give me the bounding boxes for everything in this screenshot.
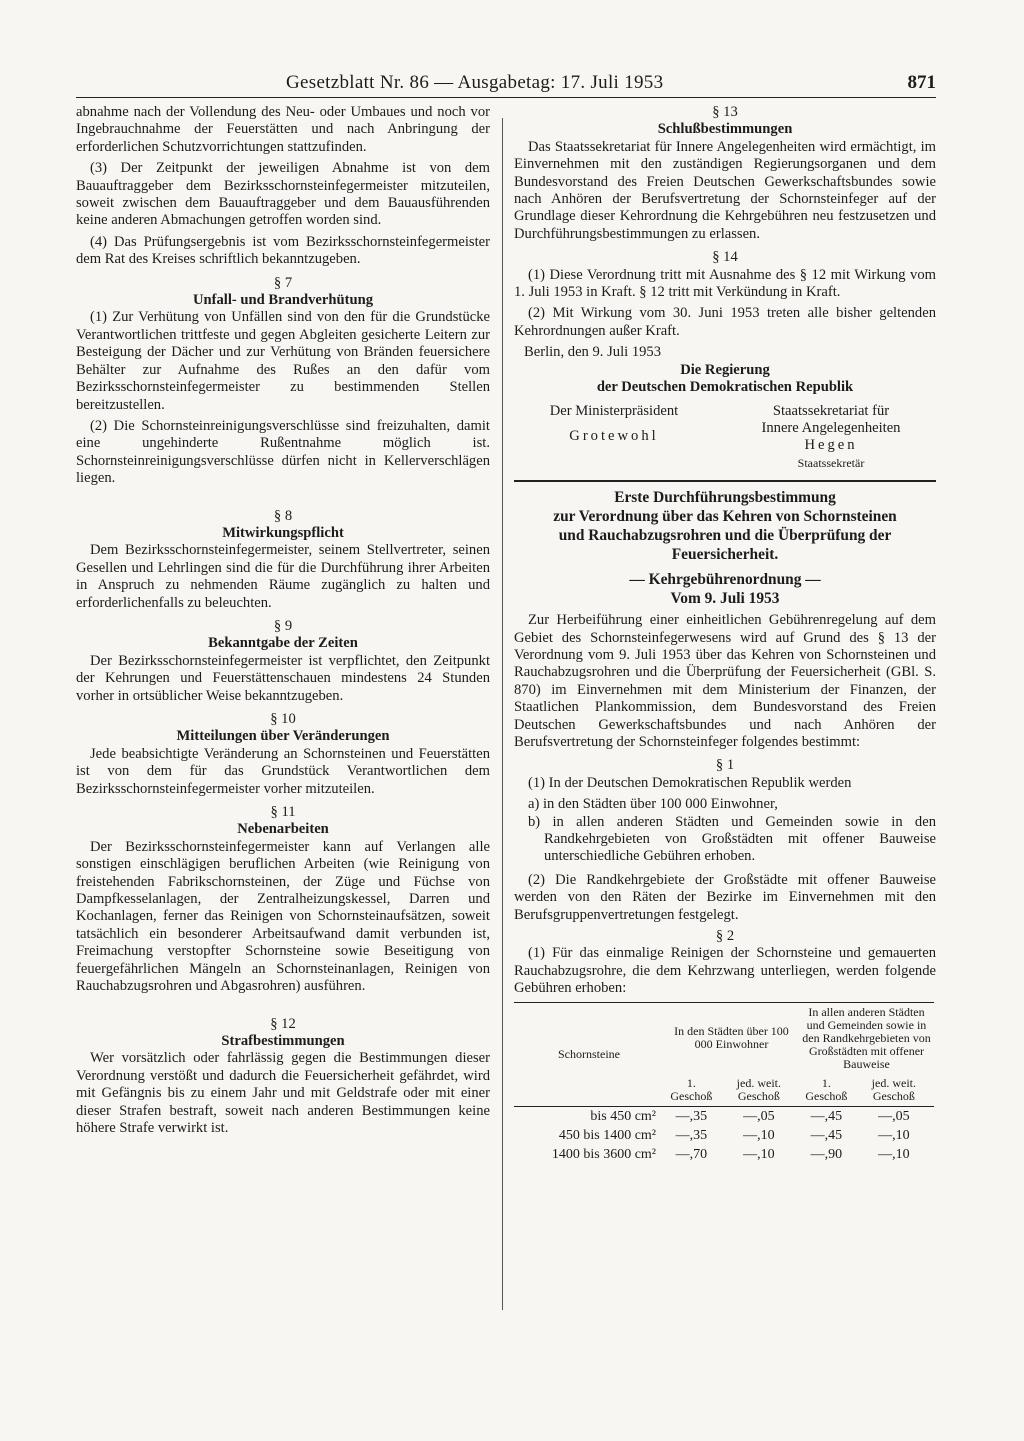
place-and-date: Berlin, den 9. Juli 1953 <box>524 344 662 361</box>
paragraph-4: (4) Das Prüfungsergebnis ist vom Bezirksschornsteinfegermeister dem Rat des Kreises schriftlich bekanntzugeben. <box>76 233 490 268</box>
right-column <box>514 104 936 1164</box>
fee-cell: —,10 <box>878 1146 910 1162</box>
col-header-chimney: Schornsteine <box>558 1046 620 1061</box>
col-header-large-cities: In den Städten über 100 000 Einwohner <box>674 1024 789 1052</box>
continued-paragraph: abnahme nach der Vollendung des Neu- oder Umbaues und noch vor Ingebrauchnahme der Feuerstätten und nach Anbringung der erforderlichen Schutzvorrichtungen stattzufinden. <box>76 104 490 155</box>
section-9-number: § 9 <box>273 617 293 634</box>
section-11-paragraph: Der Bezirksschornsteinfegermeister kann auf Verlangen alle sonstigen einschlägigen beruflichen Arbeiten (wie Reinigung von freistehenden Fabrikschornsteinen, der Züge und Füchse von Dampfkesselanlagen, der Zentralheizungskessel, Darren und Kochanlagen, ferner das Reinigen von Schornsteinaufsätzen, soweit tatsächlich ein besonderer Arbeitsaufwand damit verbunden ist, Freimachung verstopfter Schornsteine sowie Beseitigung von feuergefährlichen Mängeln an Schornsteinanlagen, Reinigen von Rauchabzugsrohren und Abgasrohren) ausführen. <box>76 838 490 995</box>
signatory-role-right-1: Staatssekretariat für <box>772 402 890 419</box>
signatory-role-left: Der Ministerpräsident <box>549 402 679 419</box>
fee-cell: —,35 <box>675 1127 708 1143</box>
section-7-paragraph-1: (1) Zur Verhütung von Unfällen sind von den für die Grundstücke Verantwortlichen trittfeste und gegen Abgleiten gesicherte Leitern zur Besteigung der Dächer und zur Verhütung von Bränden feuersichere Behälter zur Aufnahme des Rußes an den dafür vom Bezirksschornsteinfegermeister zu bestimmenden Stellen bereitzustellen. <box>76 309 490 413</box>
signature-left <box>514 403 714 473</box>
decree-section-2-paragraph-1: (1) Für das einmalige Reinigen der Schornsteine und gemauerten Rauchabzugsrohre, die dem Kehrzwang unterliegen, werden folgende Gebühren erhoben: <box>514 945 936 997</box>
section-10-number: § 10 <box>270 711 296 727</box>
decree-section-1-paragraph-2: (2) Die Randkehrgebiete der Großstädte mit offener Bauweise werden von den Räten der Bezirke im Einvernehmen mit den Berufsgruppenvertretungen festgelegt. <box>514 871 936 923</box>
signatory-role-right-2: Innere Angelegenheiten <box>761 419 901 436</box>
sub-header-first-floor-a: 1. Geschoß <box>670 1075 713 1103</box>
table-row <box>514 1126 934 1145</box>
section-10-paragraph: Jede beabsichtigte Veränderung an Schornsteinen und Feuerstätten ist von dem für das Grundstück Verantwortlichen dem Bezirksschornsteinfegermeister vorher mitzuteilen. <box>76 745 490 797</box>
document-title-1: Erste Durchführungsbestimmung <box>614 489 836 507</box>
section-7-title: Unfall- und Brandverhütung <box>192 292 374 309</box>
sub-header-each-floor-b: jed. weit. Geschoß <box>871 1075 916 1103</box>
list-item-a: a) in den Städten über 100 000 Einwohner, <box>528 796 778 813</box>
section-11-title: Nebenarbeiten <box>237 821 329 838</box>
sub-header-first-floor-b: 1. Geschoß <box>805 1075 848 1103</box>
decree-section-1-number: § 1 <box>715 757 735 774</box>
fee-cell: —,70 <box>675 1146 708 1162</box>
fee-cell: —,05 <box>743 1108 775 1124</box>
section-9-title: Bekanntgabe der Zeiten <box>208 635 358 652</box>
page-header <box>76 72 936 98</box>
document-title-3: und Rauchabzugsrohren und die Überprüfung der <box>558 527 892 545</box>
section-14-paragraph-2: (2) Mit Wirkung vom 30. Juni 1953 treten alle bisher geltenden Kehrordnungen außer Kraft. <box>514 305 936 339</box>
signatory-title-right: Staatssekretär <box>797 455 865 470</box>
section-13-number: § 13 <box>712 104 738 120</box>
fee-cell: —,10 <box>743 1127 775 1143</box>
government-line-1: Die Regierung <box>680 361 770 378</box>
section-12-title: Strafbestimmungen <box>221 1032 345 1049</box>
document-subtitle: — Kehrgebührenordnung — <box>629 571 821 589</box>
government-line-2: der Deutschen Demokratischen Republik <box>596 379 854 396</box>
signatory-name-left: Grotewohl <box>569 427 659 444</box>
fee-cell: —,10 <box>878 1127 910 1143</box>
signature-block <box>514 403 936 473</box>
paragraph-3: (3) Der Zeitpunkt der jeweiligen Abnahme ist von dem Bauauftraggeber dem Bezirksschornsteinfegermeister mitzuteilen, soweit zwischen dem Bauauftraggeber und dem Bauausführenden keine anderen Abmachungen getroffen worden sind. <box>76 160 490 229</box>
decree-section-2-number: § 2 <box>715 928 735 945</box>
header-title: Gesetzblatt Nr. 86 — Ausgabetag: 17. Juli 1953 <box>286 72 664 93</box>
section-7-paragraph-2: (2) Die Schornsteinreinigungsverschlüsse sind freizuhalten, damit eine ungehinderte Rußentnahme möglich ist. Schornsteinreinigungsverschlüsse dürfen nicht in Kellerverschlägen liegen. <box>76 417 490 487</box>
section-8-title: Mitwirkungspflicht <box>222 524 344 541</box>
section-9-paragraph: Der Bezirksschornsteinfegermeister ist verpflichtet, den Zeitpunkt der Kehrungen und Feuerstättenschauen mindestens 24 Stunden vorher in ortsüblicher Weise bekanntzugeben. <box>76 652 490 704</box>
section-14-number: § 14 <box>712 249 738 266</box>
signature-right <box>726 403 936 473</box>
section-7-number: § 7 <box>273 274 293 291</box>
fee-cell: —,05 <box>878 1108 910 1124</box>
document-date: Vom 9. Juli 1953 <box>670 590 780 608</box>
col-header-other-areas: In allen anderen Städten und Gemeinden sowie in den Randkehrgebieten von Großstädten mit offener Bauweise <box>802 1004 931 1071</box>
section-8-paragraph: Dem Bezirksschornsteinfegermeister, seinem Stellvertreter, seinen Gesellen und Lehrlingen sind die für die Durchführung ihrer Arbeiten in Anspruch zu nehmenden Räume zugänglich zu halten und erforderlichenfalls zu beleuchten. <box>76 542 490 611</box>
fee-cell: —,10 <box>743 1146 775 1162</box>
document-title-2: zur Verordnung über das Kehren von Schornsteinen <box>553 508 897 526</box>
section-13-title: Schlußbestimmungen <box>657 121 793 138</box>
section-8-number: § 8 <box>273 507 293 524</box>
table-row <box>514 1145 934 1164</box>
list-item-b: b) in allen anderen Städten und Gemeinden sowie in den Randkehrgebieten von Großstädten mit offener Bauweise unterschiedliche Gebühren erhoben. <box>528 813 936 865</box>
fee-cell: —,45 <box>810 1108 843 1124</box>
section-14-paragraph-1: (1) Diese Verordnung tritt mit Ausnahme des § 12 mit Wirkung vom 1. Juli 1953 in Kraft. § 12 tritt mit Verkündung in Kraft. <box>514 266 936 301</box>
section-12-paragraph: Wer vorsätzlich oder fahrlässig gegen die Bestimmungen dieser Verordnung verstößt und dadurch die Feuersicherheit gefährdet, wird mit Gefängnis bis zu einem Jahr und mit Geldstrafe oder mit einer dieser Strafen bestraft, soweit nach anderen Bestimmungen keine höhere Strafe verwirkt ist. <box>76 1050 490 1136</box>
sub-header-each-floor-a: jed. weit. Geschoß <box>736 1075 781 1103</box>
intro-paragraph: Zur Herbeiführung einer einheitlichen Gebührenregelung auf dem Gebiet des Schornsteinfegerwesens wird auf Grund des § 13 der Verordnung vom 9. Juli 1953 über das Kehren von Schornsteinen und Rauchabzugsrohren und die Überprüfung der Feuersicherheit (GBl. S. 870) im Einvernehmen mit dem Ministerium der Finanzen, der Staatlichen Plankommission, dem Bundesvorstand des Freien Deutschen Gewerkschaftsbundes und nach Anhören der Berufsvertretung der Schornsteinfeger folgendes bestimmt: <box>514 612 936 750</box>
row-size: bis 450 cm² <box>590 1108 656 1124</box>
column-divider <box>502 118 503 1310</box>
section-12-number: § 12 <box>270 1015 296 1032</box>
section-10-title: Mitteilungen über Veränderungen <box>176 728 390 745</box>
table-row <box>514 1106 934 1126</box>
fee-cell: —,35 <box>675 1108 708 1124</box>
fee-cell: —,45 <box>810 1127 843 1143</box>
signatory-name-right: Hegen <box>804 437 858 454</box>
decree-section-1-paragraph-1: (1) In der Deutschen Demokratischen Republik werden <box>528 774 852 791</box>
fee-table <box>514 1002 934 1164</box>
page-number: 871 <box>907 72 936 93</box>
fee-cell: —,90 <box>810 1146 843 1162</box>
row-size: 1400 bis 3600 cm² <box>551 1146 656 1162</box>
document-title-4: Feuersicherheit. <box>671 546 779 564</box>
separator-rule <box>514 480 936 482</box>
section-11-number: § 11 <box>270 804 296 821</box>
section-13-paragraph: Das Staatssekretariat für Innere Angelegenheiten wird ermächtigt, im Einvernehmen mit den zuständigen Regierungsorganen und dem Bundesvorstand des Freien Deutschen Gewerkschaftsbundes sowie nach Anhören der Berufsvertretung der Schornsteinfeger auf der Grundlage dieser Kehrordnung die Kehrgebühren neu festzusetzen und Durchführungsbestimmungen zu erlassen. <box>514 138 936 242</box>
left-column <box>76 104 490 1141</box>
row-size: 450 bis 1400 cm² <box>558 1127 656 1143</box>
